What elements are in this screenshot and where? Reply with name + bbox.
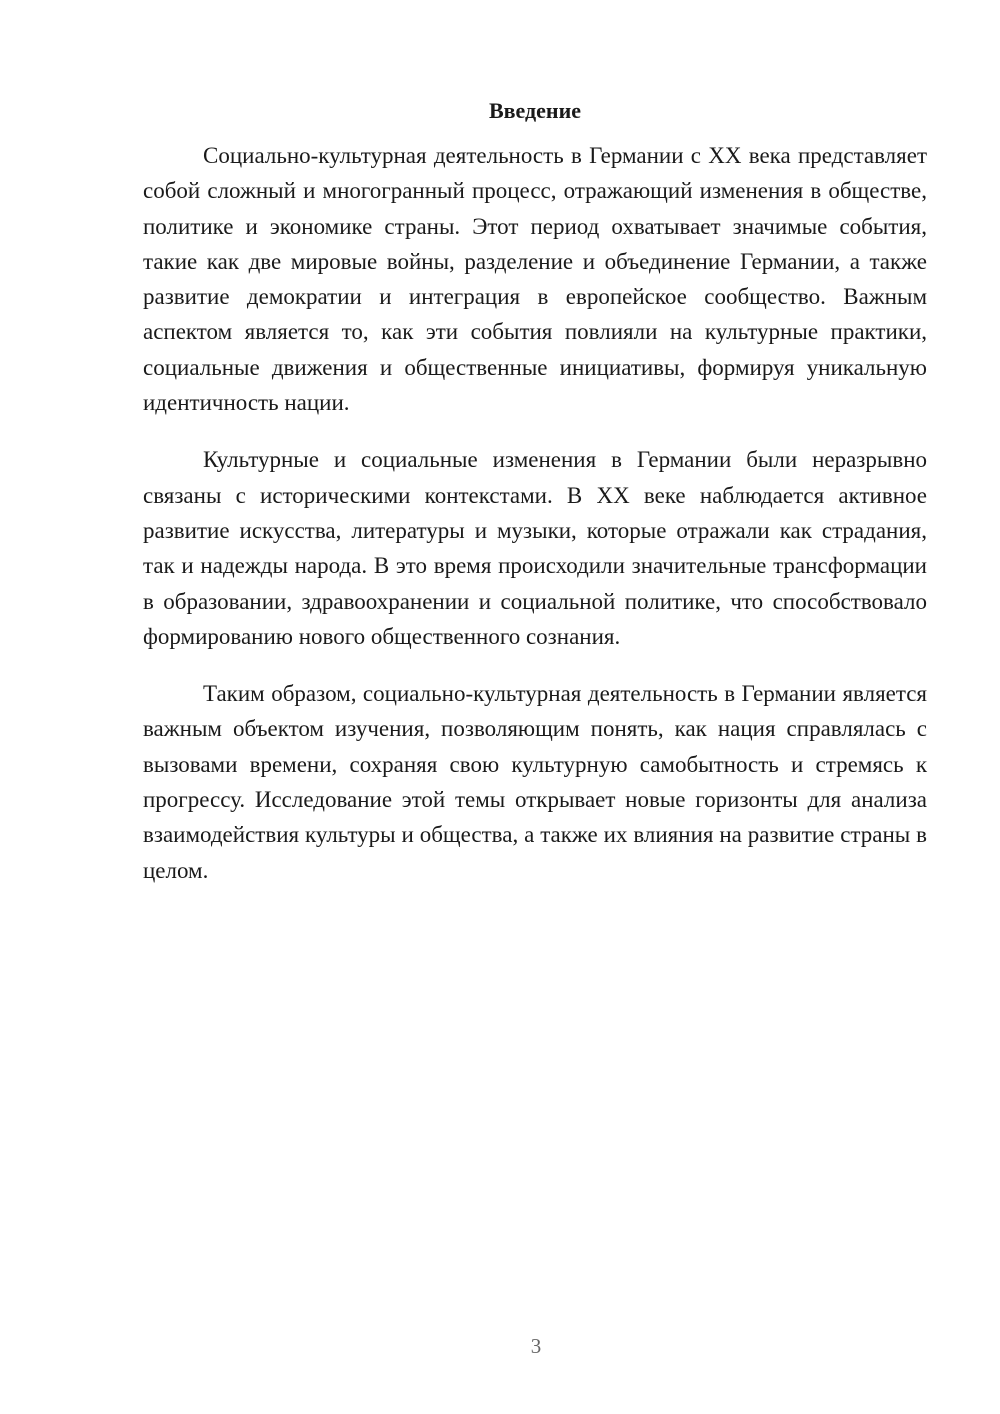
page-content	[143, 96, 927, 910]
section-heading: Введение	[488, 98, 582, 123]
paragraph-3: Таким образом, социально-культурная деятельность в Германии является важным объектом изучения, позволяющим понять, как нация справлялась с вызовами времени, сохраняя свою культурную самобытность и стремясь к прогрессу. Исследование этой темы открывает новые горизонты для анализа взаимодействия культуры и общества, а также их влияния на развитие страны в целом.	[143, 681, 927, 883]
page-number: 3	[530, 1334, 542, 1358]
paragraph-2: Культурные и социальные изменения в Германии были неразрывно связаны с историческими контекстами. В XX веке наблюдается активное развитие искусства, литературы и музыки, которые отражали как страдания, так и надежды народа. В это время происходили значительные трансформации в образовании, здравоохранении и социальной политике, что способствовало формированию нового общественного сознания.	[143, 447, 927, 649]
paragraph-1: Социально-культурная деятельность в Германии с XX века представляет собой сложный и многогранный процесс, отражающий изменения в обществе, политике и экономике страны. Этот период охватывает значимые события, такие как две мировые войны, разделение и объединение Германии, а также развитие демократии и интеграция в европейское сообщество. Важным аспектом является то, как эти события повлияли на культурные практики, социальные движения и общественные инициативы, формируя уникальную идентичность нации.	[143, 143, 927, 416]
